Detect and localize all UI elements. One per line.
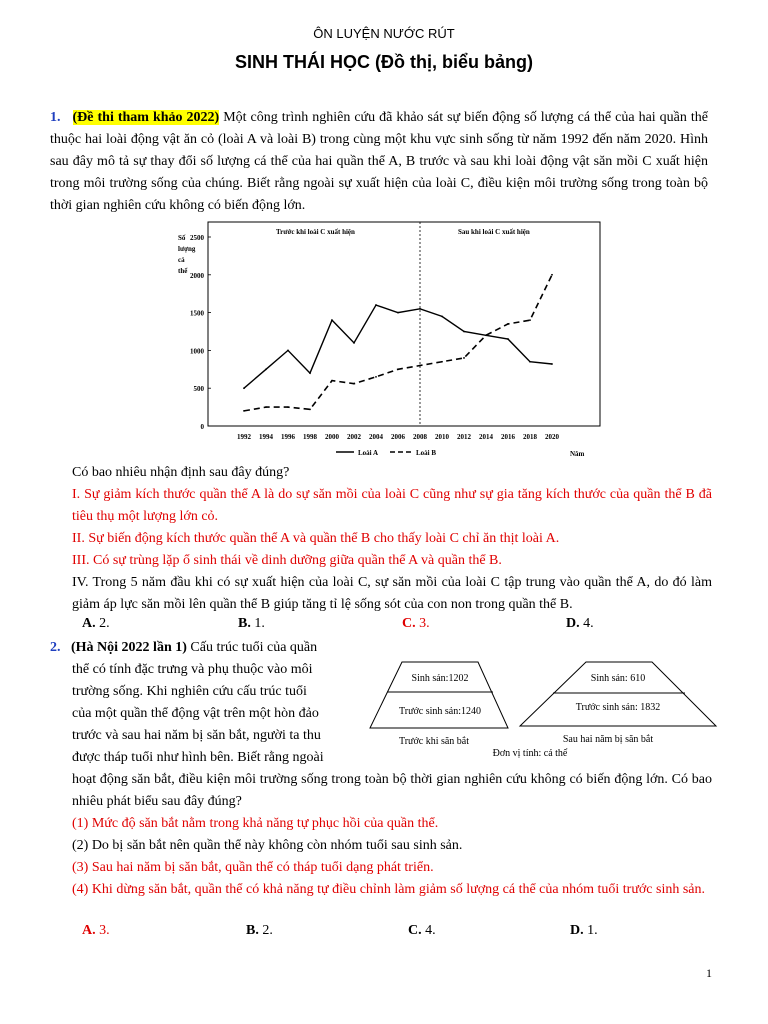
legend-label-loai-a: Loài A [358, 449, 379, 457]
q2-statement-2: (2) Do bị săn bắt nên quần thể này không còn nhóm tuổi sau sinh sản. [72, 838, 463, 853]
y-tick-label: 2500 [190, 234, 204, 242]
data-point-loai-b [463, 357, 465, 359]
page-header: ÔN LUYỆN NƯỚC RÚT [313, 26, 455, 41]
data-point-loai-b [265, 406, 267, 408]
q1-statement-1: I. Sự giảm kích thước quần thể A là do sự săn mồi của loài C cũng như sự gia tăng kích thước của quần thể B đã tiêu thụ một lượng lớn cỏ. [72, 487, 712, 524]
x-tick-label: 2020 [545, 433, 559, 441]
q1-option-c[interactable]: C. 3. [402, 616, 430, 631]
data-point-loai-a [287, 350, 289, 352]
data-point-loai-b [331, 380, 333, 382]
y-tick-label: 1500 [190, 309, 204, 318]
data-point-loai-b [419, 365, 421, 367]
q2-option-d[interactable]: D. 1. [570, 923, 598, 938]
q1-statement-2: II. Sự biến động kích thước quần thể A và quần thể B cho thấy loài C chỉ ăn thịt loài A. [72, 531, 560, 546]
pyramid-before-bottom: Trước sinh sản:1240 [398, 706, 482, 717]
q2-option-c[interactable]: C. 4. [408, 923, 436, 938]
question-1-text: Một công trình nghiên cứu đã khảo sát sự biến động số lượng cá thể của hai quần thể thuộc hai loài động vật ăn cỏ (loài A và loài B) trong cùng một khu vực sinh sống từ năm 1992 đến năm 2020. Hình sau đây mô tả sự thay đổi số lượng cá thể của hai quần thể A, B trước và sau khi loài động vật săn mồi C xuất hiện trong môi trường sống của chúng. Biết rằng ngoài sự xuất hiện của loài C, điều kiện môi trường sống trong toàn bộ thời gian nghiên cứu không có biến động lớn. [50, 110, 708, 213]
data-point-loai-b [375, 376, 377, 378]
data-point-loai-a [397, 312, 399, 314]
y-tick-label: 0 [200, 423, 204, 431]
x-tick-label: 2018 [523, 433, 537, 441]
x-tick-label: 2012 [457, 433, 471, 441]
data-point-loai-a [309, 372, 311, 374]
data-point-loai-b [243, 410, 245, 412]
q1-statement-3: III. Có sự trùng lặp ổ sinh thái về dinh dưỡng giữa quần thể A và quần thể B. [72, 553, 502, 568]
data-point-loai-b [353, 383, 355, 385]
data-point-loai-a [375, 304, 377, 306]
x-tick-label: 2008 [413, 433, 427, 441]
x-tick-label: 1994 [259, 433, 273, 441]
x-tick-label: 2006 [391, 433, 405, 441]
question-2-source: (Hà Nội 2022 lần 1) [71, 640, 187, 655]
q2-statement-1: (1) Mức độ săn bắt nằm trong khả năng tự phục hồi của quần thể. [72, 816, 439, 831]
x-tick-label: 1996 [281, 433, 295, 441]
data-point-loai-b [507, 323, 509, 325]
page-title: SINH THÁI HỌC (Đồ thị, biểu bảng) [235, 52, 533, 72]
population-line-chart [168, 218, 608, 460]
data-point-loai-a [419, 308, 421, 310]
x-tick-label: 2016 [501, 433, 515, 441]
chart-xlabel: Năm [570, 450, 585, 458]
y-tick-label: 500 [193, 385, 204, 394]
data-point-loai-a [529, 361, 531, 363]
chart-ylabel-3: cá [178, 256, 185, 264]
annotation-before: Trước khi loài C xuất hiện [276, 228, 355, 236]
page-number: 1 [706, 966, 712, 980]
q1-option-b[interactable]: B. 1. [238, 616, 265, 631]
pyramid-before-outline [370, 662, 508, 728]
data-point-loai-a [265, 368, 267, 370]
pyramid-unit: Đơn vị tính: cá thể [492, 748, 568, 759]
data-point-loai-a [507, 338, 509, 340]
question-1-prompt: Có bao nhiêu nhận định sau đây đúng? [72, 465, 290, 480]
q2-option-a[interactable]: A. 3. [82, 923, 110, 938]
data-point-loai-a [243, 387, 245, 389]
x-tick-label: 2014 [479, 433, 493, 441]
pyramid-after-caption: Sau hai năm bị săn bắt [562, 734, 654, 745]
data-point-loai-b [441, 361, 443, 363]
question-1-number: 1. [50, 110, 61, 125]
data-point-loai-b [397, 368, 399, 370]
legend-label-loai-b: Loài B [416, 449, 437, 457]
data-point-loai-a [331, 319, 333, 321]
q1-option-d[interactable]: D. 4. [566, 616, 594, 631]
data-point-loai-b [309, 408, 311, 410]
series-line-loai-b [244, 275, 552, 411]
y-tick-label: 2000 [190, 271, 204, 280]
question-1-source: (Đề thi tham khảo 2022) [72, 110, 220, 125]
pyramid-after-outline [520, 662, 716, 726]
x-tick-label: 2010 [435, 433, 449, 441]
data-point-loai-b [485, 334, 487, 336]
x-tick-label: 2000 [325, 433, 339, 441]
age-pyramids-figure [364, 656, 720, 762]
data-point-loai-a [551, 363, 553, 365]
pyramid-after-top: Sinh sản: 610 [590, 673, 646, 684]
data-point-loai-a [353, 342, 355, 344]
data-point-loai-a [463, 331, 465, 333]
data-point-loai-b [529, 319, 531, 321]
x-tick-label: 1998 [303, 433, 317, 441]
x-tick-label: 2002 [347, 433, 361, 441]
series-line-loai-a [244, 305, 552, 388]
chart-ylabel-1: Số [178, 234, 186, 242]
q2-option-b[interactable]: B. 2. [246, 923, 273, 938]
question-2-stem: 2. (Hà Nội 2022 lần 1) Cấu trúc tuổi của quần thể có tính đặc trưng và phụ thuộc vào môi trường sống. Khi nghiên cứu cấu trúc tuổi của một quần thể động vật trên một hòn đảo trước và sau hai năm bị săn bắt, người ta thu được tháp tuổi như hình bên. Biết rằng ngoài [50, 640, 324, 765]
data-point-loai-b [551, 274, 553, 276]
data-point-loai-b [287, 406, 289, 408]
question-2-number: 2. [50, 640, 61, 655]
pyramid-after-bottom: Trước sinh sản: 1832 [575, 702, 661, 713]
question-2-stem-rest: hoạt động săn bắt, điều kiện môi trường sống trong toàn bộ thời gian nghiên cứu không có biến động lớn. Có bao nhiêu phát biểu sau đây đúng? [72, 772, 712, 809]
x-tick-label: 1992 [237, 433, 251, 441]
x-tick-label: 2004 [369, 433, 383, 441]
y-tick-label: 1000 [190, 347, 204, 356]
chart-ylabel-2: lượng [178, 245, 196, 253]
annotation-after: Sau khi loài C xuất hiện [458, 228, 530, 236]
chart-ylabel-4: thể [178, 267, 188, 275]
pyramid-before-top: Sinh sản:1202 [411, 673, 469, 684]
q1-statement-4: IV. Trong 5 năm đầu khi có sự xuất hiện của loài C, sự săn mồi của loài C tập trung vào quần thể A, do đó làm giảm áp lực săn mồi lên quần thể B giúp tăng tỉ lệ sống sót của con non trong quần thể B. [72, 575, 712, 612]
q2-statement-4: (4) Khi dừng săn bắt, quần thể có khả năng tự điều chỉnh làm giảm số lượng cá thể của nhóm tuổi trước sinh sản. [72, 882, 706, 897]
question-1-stem [50, 107, 708, 217]
q2-statement-3: (3) Sau hai năm bị săn bắt, quần thể có tháp tuổi dạng phát triển. [72, 860, 434, 875]
data-point-loai-a [441, 315, 443, 317]
q1-option-a[interactable]: A. 2. [82, 616, 110, 631]
pyramid-before-caption: Trước khi săn bắt [398, 736, 470, 747]
